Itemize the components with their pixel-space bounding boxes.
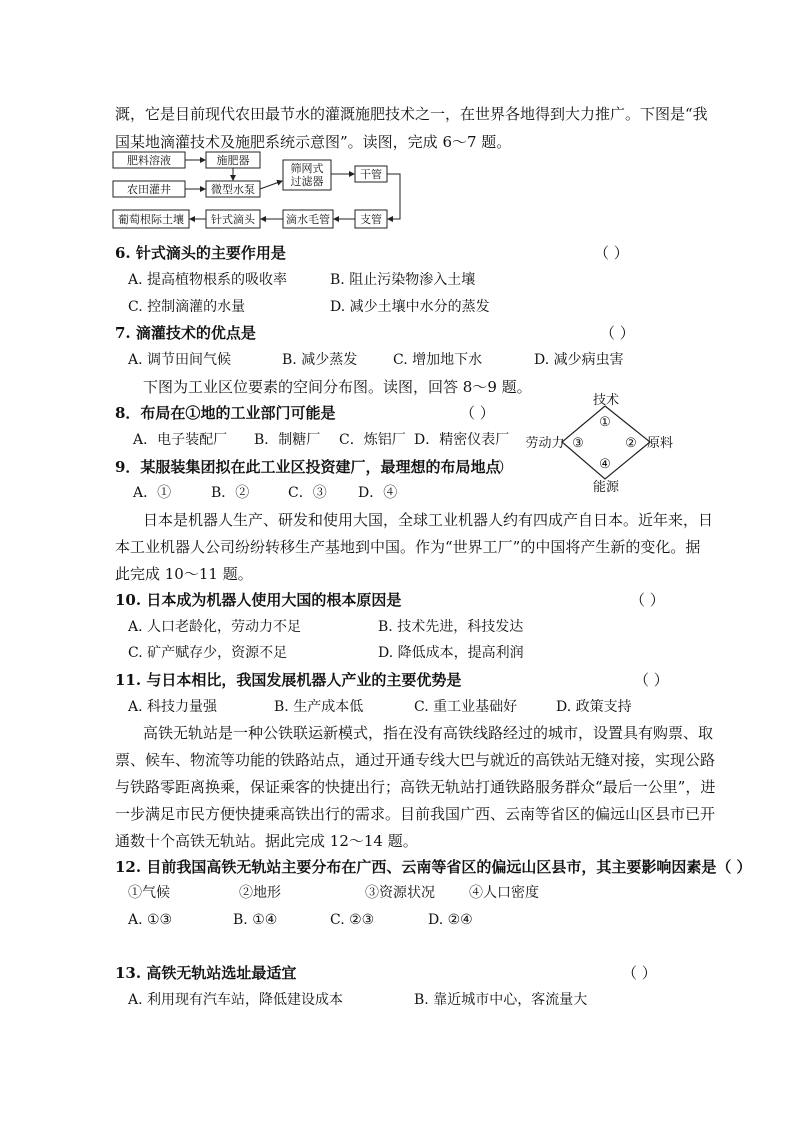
q12-factor-2: ②地形 xyxy=(239,885,281,901)
q13-option-b: B. 靠近城市中心，客流量大 xyxy=(414,992,588,1008)
q7-option-a: A. 调节田间气候 xyxy=(128,352,232,368)
q12-option-a: A. ①③ xyxy=(128,912,173,928)
label-grape-root-soil: 葡萄根际土壤 xyxy=(118,213,184,226)
label-fertilizer-machine: 施肥器 xyxy=(216,154,250,167)
q6-option-d: D. 减少土壤中水分的蒸发 xyxy=(330,299,490,315)
label-needle-dripper: 针式滴头 xyxy=(211,213,255,226)
label-farm-well: 农田灌井 xyxy=(127,183,171,196)
q8-option-c: C．炼铝厂 xyxy=(339,432,406,448)
q8-option-b: B．制糖厂 xyxy=(254,432,321,448)
q6-stem: 6. 针式滴头的主要作用是 xyxy=(115,244,286,262)
label-fertilizer-solution: 肥料溶液 xyxy=(127,154,171,167)
q12-option-c: C. ②③ xyxy=(330,912,375,928)
q12-stem: 12. 目前我国高铁无轨站主要分布在广西、云南等省区的偏远山区县市，其主要影响因素是（ ） xyxy=(115,858,752,876)
q6-option-c: C. 控制滴灌的水量 xyxy=(128,299,246,315)
q10-option-c: C. 矿产赋存少，资源不足 xyxy=(128,645,288,661)
intro-8-9: 下图为工业区位要素的空间分布图。读图，回答 8～9 题。 xyxy=(143,378,532,396)
q11-option-d: D. 政策支持 xyxy=(556,699,632,715)
q13-bracket: （ ） xyxy=(622,964,657,982)
q8-option-a: A．电子装配厂 xyxy=(133,432,228,448)
q9-option-c: C．③ xyxy=(288,485,327,501)
intro-12-line-5: 通数十个高铁无轨站。据此完成 12～14 题。 xyxy=(115,832,418,850)
q7-option-c: C. 增加地下水 xyxy=(393,352,483,368)
q13-stem: 13. 高铁无轨站选址最适宜 xyxy=(115,964,297,982)
q11-stem: 11. 与日本相比，我国发展机器人产业的主要优势是 xyxy=(115,671,462,689)
label-branch-pipe: 支管 xyxy=(360,213,382,226)
point-1: ① xyxy=(599,415,611,430)
label-drip-capillary: 滴水毛管 xyxy=(286,213,330,226)
intro-10-line-1: 日本是机器人生产、研发和使用大国，全球工业机器人约有四成产自日本。近年来，日 xyxy=(143,511,714,529)
q10-option-d: D. 降低成本，提高利润 xyxy=(378,645,524,661)
q6-bracket: （ ） xyxy=(594,244,629,262)
intro-10-line-2: 本工业机器人公司纷纷转移生产基地到中国。作为“世界工厂”的中国将产生新的变化。据 xyxy=(115,538,701,556)
label-energy: 能源 xyxy=(592,480,620,494)
intro-line-2: 国某地滴灌技术及施肥系统示意图”。读图，完成 6～7 题。 xyxy=(115,133,512,151)
label-raw-material: 原料 xyxy=(646,436,674,451)
q9-option-a: A．① xyxy=(133,485,172,501)
label-main-pipe: 干管 xyxy=(360,168,382,181)
intro-10-line-3: 此完成 10～11 题。 xyxy=(115,565,253,583)
intro-line-1: 溉，它是目前现代农田最节水的灌溉施肥技术之一，在世界各地得到大力推广。下图是“我 xyxy=(115,105,708,123)
q11-bracket: （ ） xyxy=(634,671,669,689)
q9-option-b: B．② xyxy=(211,485,250,501)
q12-factor-3: ③资源状况 xyxy=(365,885,435,901)
q7-bracket: （ ） xyxy=(600,324,635,342)
q8-stem: 8．布局在①地的工业部门可能是 xyxy=(115,404,336,422)
q12-option-d: D. ②④ xyxy=(428,912,473,928)
point-2: ② xyxy=(625,436,637,451)
q9-bracket: ） xyxy=(498,458,514,476)
q9-option-d: D．④ xyxy=(358,485,398,501)
intro-12-line-3: 与铁路零距离换乘，保证乘客的快捷出行；高铁无轨站打通铁路服务群众“最后一公里”，进 xyxy=(115,778,716,796)
label-screen-filter-2: 过滤器 xyxy=(290,175,324,188)
q12-factor-4: ④人口密度 xyxy=(469,885,539,901)
q6-option-b: B. 阻止污染物渗入土壤 xyxy=(330,272,476,288)
label-screen-filter-1: 筛网式 xyxy=(290,162,324,175)
label-technology: 技术 xyxy=(592,393,620,408)
q8-option-d: D．精密仪表厂 xyxy=(414,432,510,448)
q7-stem: 7. 滴灌技术的优点是 xyxy=(115,324,256,342)
q12-factor-1: ①气候 xyxy=(128,885,170,901)
arrow-pump-to-filter xyxy=(260,181,282,189)
intro-12-line-2: 票、候车、物流等功能的铁路站点，通过开通专线大巴与就近的高铁站无缝对接，实现公路 xyxy=(115,751,716,769)
q10-option-b: B. 技术先进，科技发达 xyxy=(378,619,524,635)
q13-option-a: A. 利用现有汽车站，降低建设成本 xyxy=(128,992,344,1008)
label-labor: 劳动力 xyxy=(525,436,565,451)
q9-stem: 9．某服装集团拟在此工业区投资建厂，最理想的布局地点 xyxy=(115,458,501,476)
point-4: ④ xyxy=(599,457,611,472)
q10-stem: 10. 日本成为机器人使用大国的根本原因是 xyxy=(115,591,402,609)
intro-12-line-4: 一步满足市民方便快捷乘高铁出行的需求。目前我国广西、云南等省区的偏远山区县市已开 xyxy=(115,805,716,823)
drip-irrigation-diagram xyxy=(110,148,410,238)
q12-option-b: B. ①④ xyxy=(233,912,278,928)
label-micro-pump: 微型水泵 xyxy=(211,183,255,196)
q11-option-c: C. 重工业基础好 xyxy=(414,699,518,715)
q6-option-a: A. 提高植物根系的吸收率 xyxy=(128,272,288,288)
point-3: ③ xyxy=(572,436,584,451)
q8-bracket: （ ） xyxy=(460,404,495,422)
q7-option-d: D. 减少病虫害 xyxy=(534,352,624,368)
arrow-main-to-branch xyxy=(387,174,400,219)
industrial-location-diagram xyxy=(520,392,680,494)
q10-bracket: （ ） xyxy=(630,591,665,609)
q11-option-a: A. 科技力量强 xyxy=(128,699,218,715)
intro-12-line-1: 高铁无轨站是一种公铁联运新模式，指在没有高铁线路经过的城市，设置具有购票、取 xyxy=(143,724,714,742)
q11-option-b: B. 生产成本低 xyxy=(274,699,364,715)
q10-option-a: A. 人口老龄化，劳动力不足 xyxy=(128,619,302,635)
q7-option-b: B. 减少蒸发 xyxy=(282,352,358,368)
